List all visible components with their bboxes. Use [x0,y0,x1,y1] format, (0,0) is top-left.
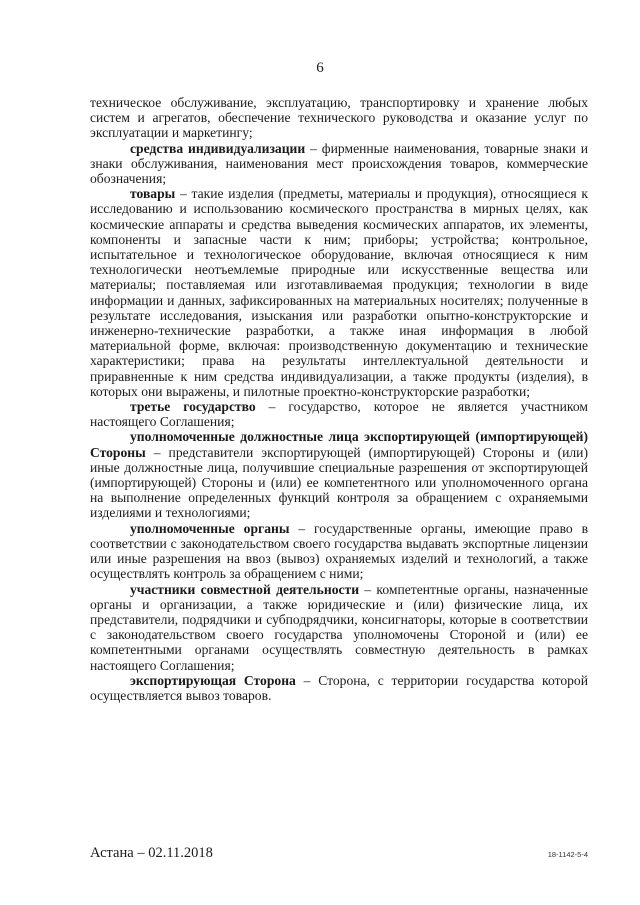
document-body [90,95,588,703]
definition-paragraph [90,673,588,703]
definition-paragraph [90,399,588,429]
definition-text: – государственные органы, имеющие право в соответствии с законодательством своего государства выдавать экспортные лицензии или иные разрешения на ввоз (вывоз) охраняемых изделий и технологий, а также осуществлять контроль за обращением с ними; [90,520,588,582]
definition-paragraph [90,429,588,520]
defined-term: участники совместной деятельности [130,581,360,597]
footer-doc-code: 18-1142-5-4 [547,850,588,859]
footer-place-date: Астана – 02.11.2018 [90,845,213,861]
definition-text: – государство, которое не является участником настоящего Соглашения; [90,399,588,430]
defined-term: уполномоченные должностные лица экспортирующей (импортирующей) Стороны [90,429,588,460]
defined-term: товары [130,186,176,202]
definition-paragraph [90,521,588,582]
definition-text: – компетентные органы, назначенные органы и организации, а также юридические и (или) физические лица, их представители, подрядчики и субподрядчики, консигнаторы, которые в соответствии с законодательством своего государства уполномочены Стороной и (или) ее компетентными органами осуществлять совместную деятельность в рамках настоящего Соглашения; [90,581,588,673]
definition-paragraph [90,582,588,673]
definition-text: – такие изделия (предметы, материалы и продукция), относящиеся к исследованию и использованию космического пространства в мирных целях, как космические аппараты и средства выведения космических аппаратов, их элементы, компоненты и запасные части к ним; приборы; устройства; контрольное, испытательное и технологическое оборудование, включая относящиеся к ним технологически неотъемлемые природные или искусственные вещества или материалы; поставляемая или изготавливаемая продукция; технологии в виде информации и данных, зафиксированных на материальных носителях; полученные в результате исследования, изыскания или разработки опытно-конструкторские и инженерно-технические разработки, а также иная информация в любой материальной форме, включая: производственную документацию и технические характеристики; права на результаты интеллектуальной деятельности и приравненные к ним средства индивидуализации, а также продукты (изделия), в которых они выражены, и пилотные проектно-конструкторские разработки; [90,186,588,399]
definition-paragraph [90,186,588,399]
definition-text: – представители экспортирующей (импортирующей) Стороны и (или) иные должностные лица, получившие специальные разрешения от экспортирующей (импортирующей) Стороны и (или) ее компетентного или уполномоченного органа на выполнение определенных функций контроля за обращением с охраняемыми изделиями и технологиями; [90,444,588,521]
page-number: 6 [316,60,324,76]
definition-paragraph [90,141,588,187]
paragraph-continuation [90,95,588,141]
defined-term: уполномоченные органы [130,520,290,536]
defined-term: третье государство [130,399,256,415]
paragraph-text: техническое обслуживание, эксплуатацию, транспортировку и хранение любых систем и агрегатов, обеспечение технического руководства и оказание услуг по эксплуатации и маркетингу; [90,95,588,141]
definition-text: – Сторона, с территории государства которой осуществляется вывоз товаров. [90,672,588,703]
definition-text: – фирменные наименования, товарные знаки и знаки обслуживания, наименования мест происхождения товаров, коммерческие обозначения; [90,140,588,187]
defined-term: средства индивидуализации [130,140,306,156]
defined-term: экспортирующая Сторона [130,672,296,688]
